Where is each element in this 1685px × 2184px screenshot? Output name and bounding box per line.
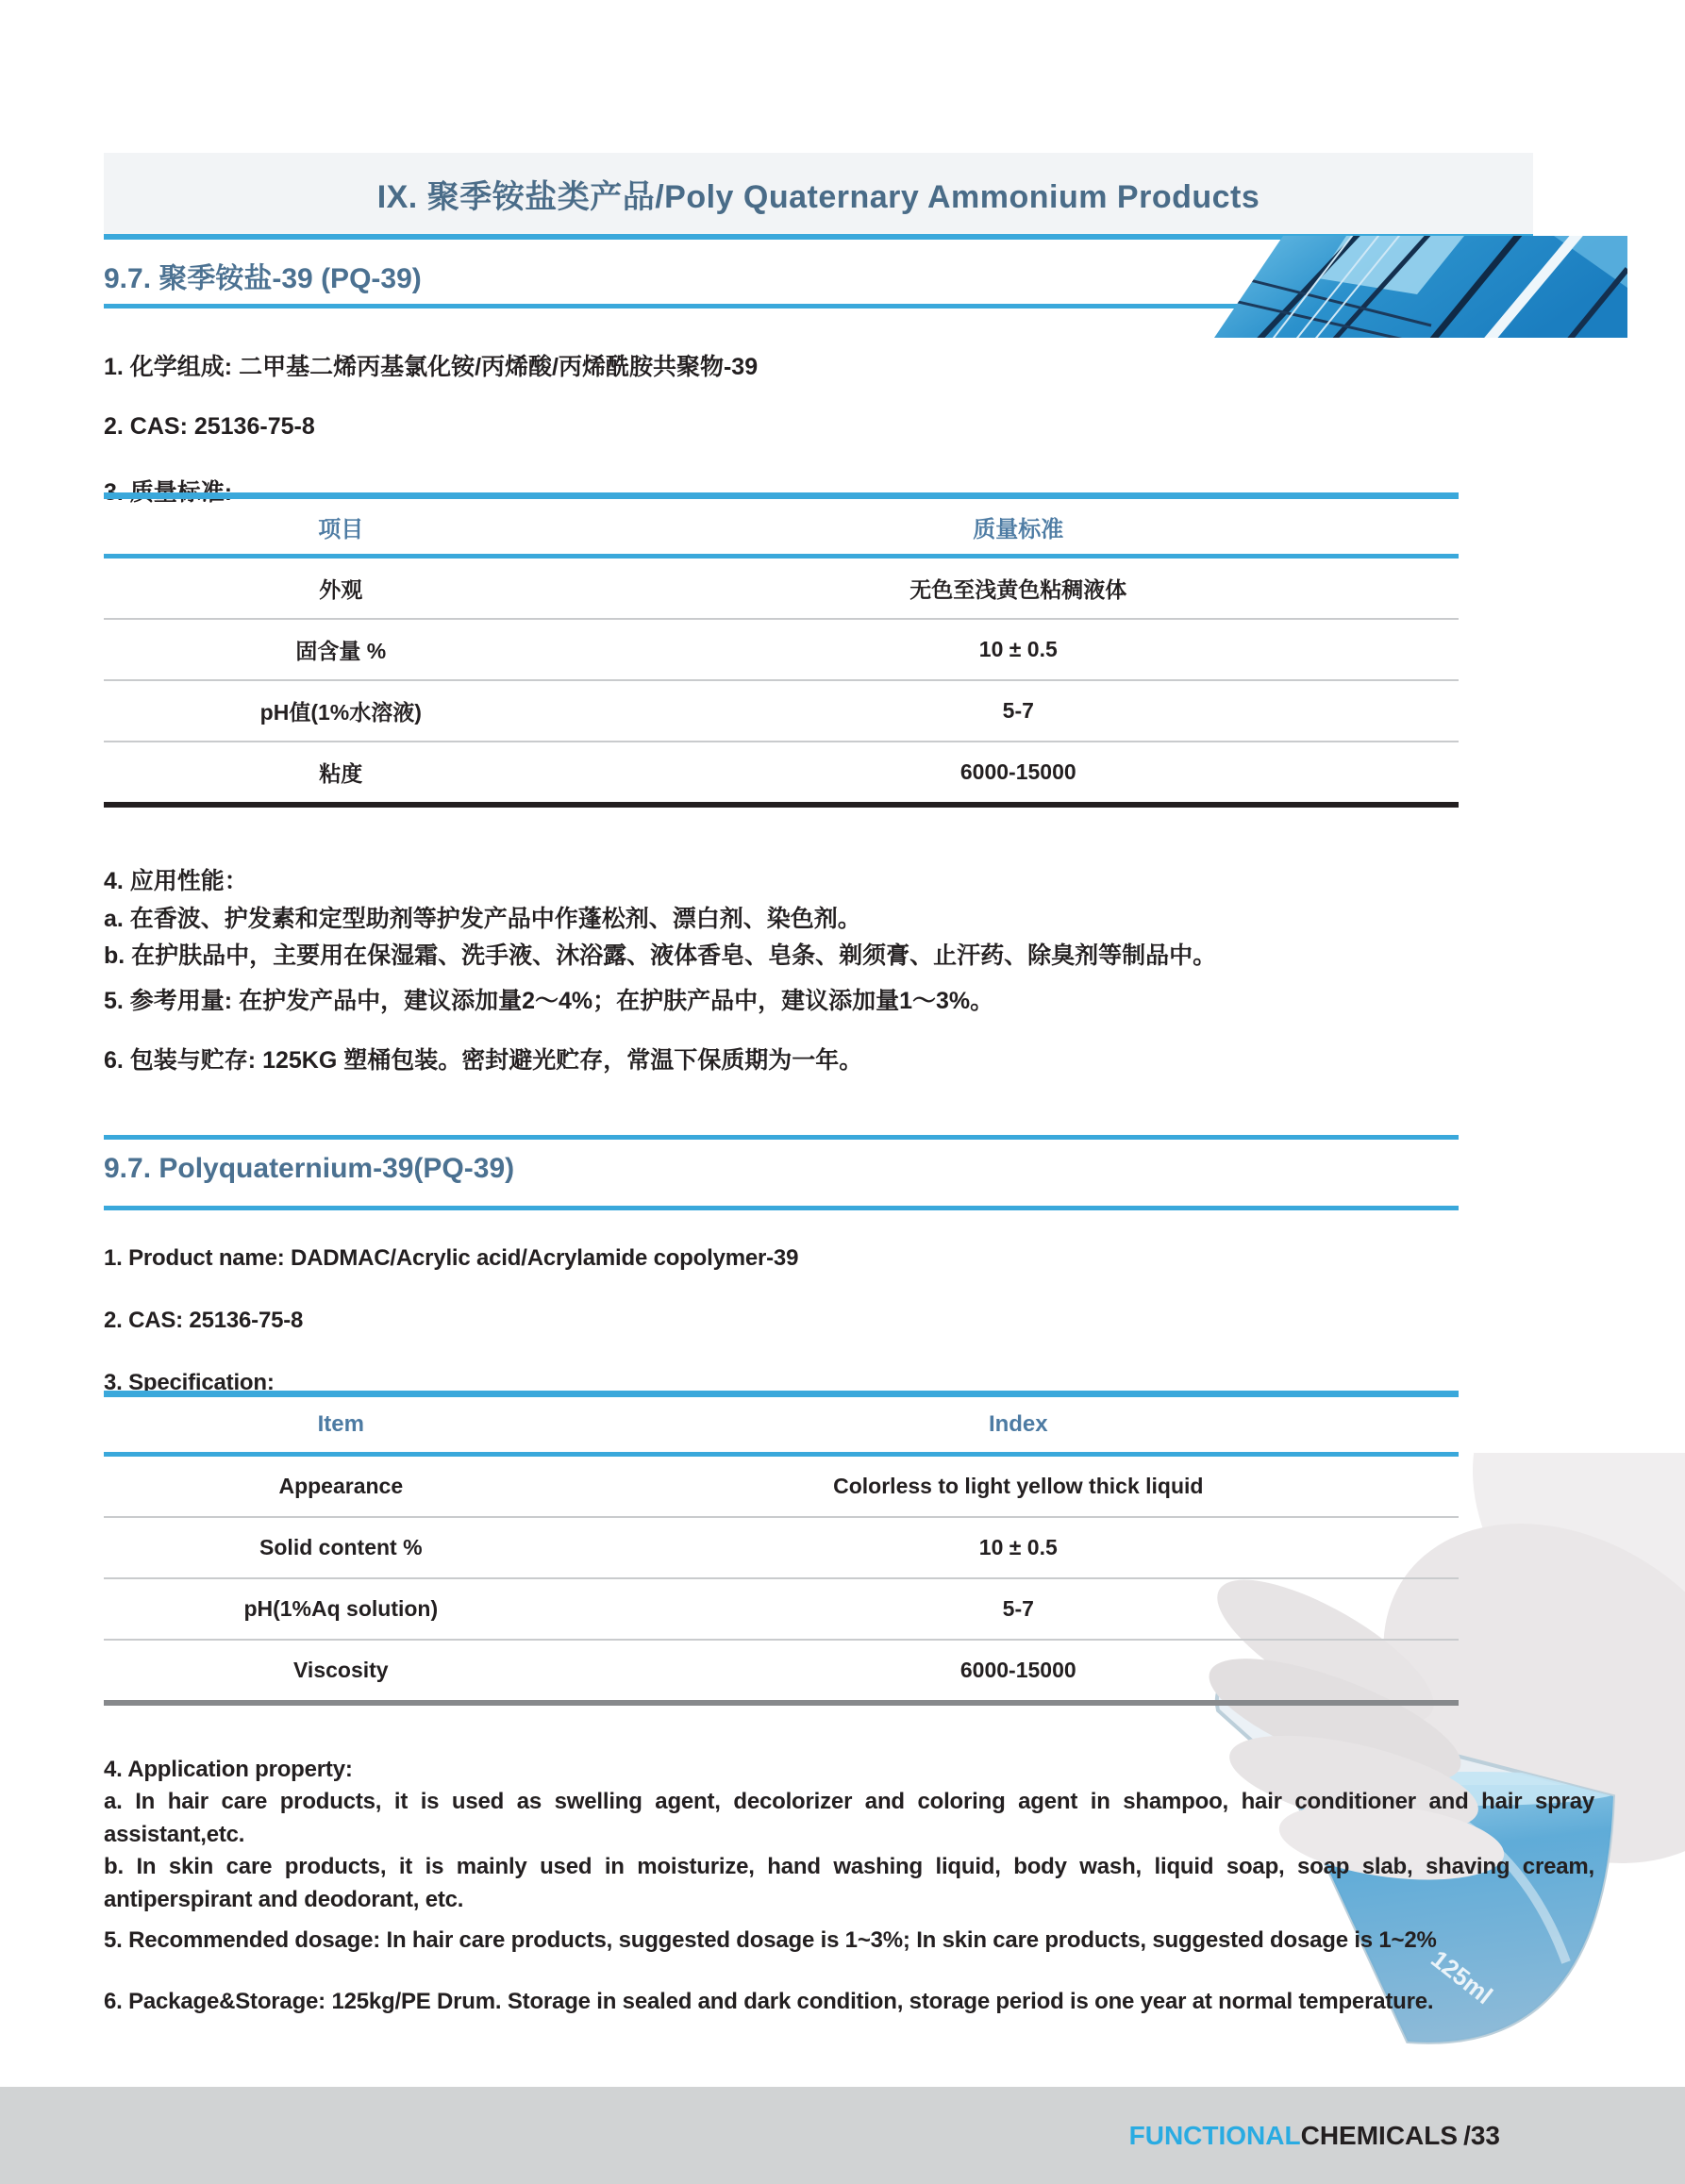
cn-application-title: 4. 应用性能：	[104, 868, 248, 894]
table-row	[104, 1641, 1459, 1706]
cn-section-heading: 9.7. 聚季铵盐-39 (PQ-39)	[104, 263, 422, 294]
cn-row-viscosity-item: 粘度	[319, 761, 363, 786]
building-photo	[1214, 236, 1627, 338]
cn-row-appearance-item: 外观	[319, 577, 363, 602]
en-row-solid-item: Solid content %	[259, 1535, 423, 1559]
cn-spec-label: 3. 质量标准:	[104, 479, 233, 506]
en-row-appearance-item: Appearance	[278, 1474, 404, 1498]
table-row	[104, 742, 1459, 808]
page-title: IX. 聚季铵盐类产品/Poly Quaternary Ammonium Products	[376, 178, 1260, 215]
cn-application-a: a. 在香波、护发素和定型助剂等护发产品中作蓬松剂、漂白剂、染色剂。	[104, 906, 861, 932]
cn-package: 6. 包装与贮存: 125KG 塑桶包装。密封避光贮存，常温下保质期为一年。	[104, 1047, 863, 1074]
en-heading-bottom-divider	[104, 1206, 1459, 1210]
en-row-ph-item: pH(1%Aq solution)	[243, 1596, 439, 1621]
table-row	[104, 1457, 1459, 1518]
en-package: 6. Package&Storage: 125kg/PE Drum. Storage in sealed and dark condition, storage period is one year at normal temperature.	[104, 1989, 1434, 2014]
cn-table-header-item: 项目	[318, 516, 364, 542]
en-spec-label: 3. Specification:	[104, 1370, 275, 1395]
en-product-name: 1. Product name: DADMAC/Acrylic acid/Acrylamide copolymer-39	[104, 1245, 799, 1271]
table-row	[104, 1518, 1459, 1579]
cn-row-solid-item: 固含量 %	[295, 639, 387, 663]
en-spec-table	[104, 1391, 1459, 1706]
cn-row-appearance-value: 无色至浅黄色粘稠液体	[909, 577, 1127, 602]
cn-table-header-row	[104, 499, 1459, 559]
footer-brand-functional: FUNCTIONAL	[1128, 2120, 1301, 2150]
table-row	[104, 620, 1459, 681]
cn-table-header-index: 质量标准	[973, 516, 1064, 542]
table-row	[104, 681, 1459, 742]
en-row-viscosity-item: Viscosity	[293, 1658, 389, 1682]
footer-bar	[0, 2087, 1685, 2184]
footer-page-number: /33	[1463, 2120, 1500, 2150]
footer-brand-chemicals: CHEMICALS	[1300, 2120, 1459, 2150]
en-application-a: a. In hair care products, it is used as swelling agent, decolorizer and coloring agent in shampoo, hair conditioner and hair spray assistant,etc.	[104, 1789, 1594, 1847]
cn-application-b: b. 在护肤品中，主要用在保湿霜、洗手液、沐浴露、液体香皂、皂条、剃须膏、止汗药、除臭剂等制品中。	[104, 942, 1217, 969]
en-table-header-row	[104, 1397, 1459, 1457]
en-table-header-item: Item	[317, 1411, 364, 1437]
cn-composition: 1. 化学组成: 二甲基二烯丙基氯化铵/丙烯酸/丙烯酰胺共聚物-39	[104, 354, 759, 380]
en-heading-top-divider	[104, 1135, 1459, 1140]
en-row-viscosity-value: 6000-15000	[959, 1658, 1076, 1682]
en-cas: 2. CAS: 25136-75-8	[104, 1308, 304, 1333]
en-dosage: 5. Recommended dosage: In hair care products, suggested dosage is 1~3%; In skin care products, suggested dosage is 1~2%	[104, 1927, 1437, 1953]
cn-dosage: 5. 参考用量: 在护发产品中，建议添加量2～4%；在护肤产品中，建议添加量1～3%。	[104, 988, 994, 1014]
cn-spec-table	[104, 492, 1459, 808]
en-row-appearance-value: Colorless to light yellow thick liquid	[833, 1474, 1204, 1498]
en-table-header-index: Index	[988, 1411, 1048, 1437]
en-row-solid-value: 10 ± 0.5	[978, 1535, 1058, 1559]
en-application-b: b. In skin care products, it is mainly used in moisturize, hand washing liquid, body wash, liquid soap, soap slab, shaving cream, antiperspirant and deodorant, etc.	[104, 1854, 1594, 1912]
table-row	[104, 559, 1459, 620]
en-application-title: 4. Application property:	[104, 1757, 353, 1782]
cn-row-ph-item: pH值(1%水溶液)	[259, 700, 422, 725]
svg-text:125ml: 125ml	[1426, 1944, 1498, 2010]
cn-row-ph-value: 5-7	[1002, 698, 1034, 723]
section-banner	[104, 153, 1533, 234]
cn-row-solid-value: 10 ± 0.5	[978, 637, 1058, 661]
en-row-ph-value: 5-7	[1002, 1596, 1034, 1621]
footer-brand	[1129, 2121, 1500, 2151]
cn-cas: 2. CAS: 25136-75-8	[104, 413, 315, 440]
en-section-heading: 9.7. Polyquaternium-39(PQ-39)	[104, 1153, 515, 1184]
table-row	[104, 1579, 1459, 1641]
cn-row-viscosity-value: 6000-15000	[959, 759, 1076, 784]
